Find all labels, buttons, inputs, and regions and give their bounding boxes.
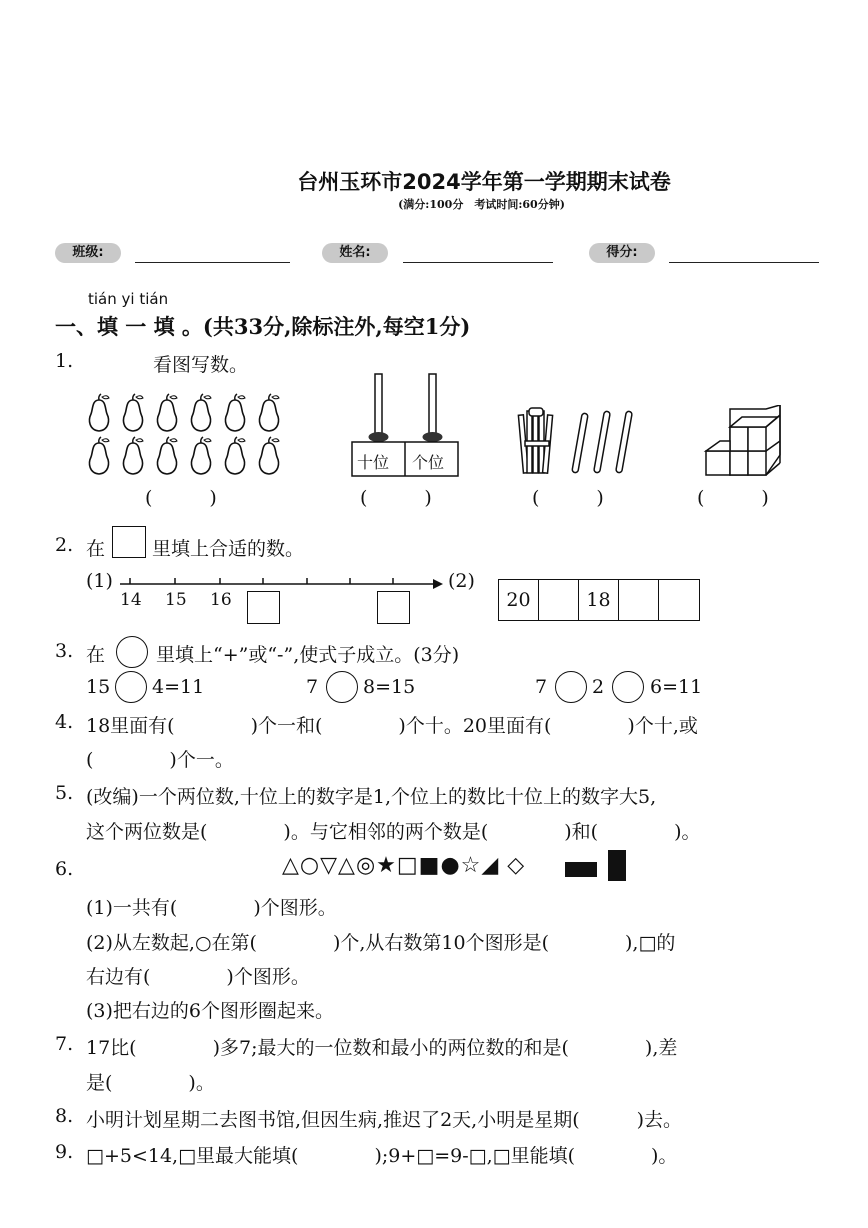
number-line-box-2[interactable] [377, 591, 410, 624]
q2-text-a: 在 [86, 538, 106, 560]
q6-sub1: (1)一共有( )个图形。 [86, 897, 337, 919]
q3-text-b: 里填上“+”或“-”,使式子成立。(3分) [156, 644, 460, 666]
q2-part1-label: (1) [86, 570, 113, 592]
cubes-icon [702, 405, 787, 480]
q3-eq3-circle-1[interactable] [555, 671, 587, 703]
sequence-cell[interactable] [539, 580, 579, 620]
q5-line1: (改编)一个两位数,十位上的数字是1,个位上的数比十位上的数字大5, [86, 786, 657, 808]
q3-eq3-c: 6=11 [650, 676, 703, 698]
q5-line2: 这个两位数是( )。与它相邻的两个数是( )和( )。 [86, 821, 701, 843]
q1-text: 看图写数。 [153, 354, 249, 376]
number-line-box-1[interactable] [247, 591, 280, 624]
q3-eq1-circle[interactable] [115, 671, 147, 703]
q6-number: 6. [55, 858, 74, 880]
q3-eq3-b: 2 [592, 676, 605, 698]
q2-part2-label: (2) [448, 570, 475, 592]
score-label: 得分: [589, 243, 655, 263]
tick-label-14: 14 [120, 590, 142, 610]
q3-number: 3. [55, 640, 74, 662]
q4-number: 4. [55, 711, 74, 733]
q1-answer-2[interactable]: ( ) [360, 487, 432, 509]
q8-number: 8. [55, 1105, 74, 1127]
q3-eq2-circle[interactable] [326, 671, 358, 703]
page-subtitle: (满分:100分 考试时间:60分钟) [398, 198, 565, 211]
q3-eq1-a: 15 [86, 676, 111, 698]
tick-label-15: 15 [165, 590, 187, 610]
q7-line2: 是( )。 [86, 1072, 215, 1094]
section-pinyin: tián yi tián [88, 290, 169, 308]
sequence-cell[interactable] [659, 580, 699, 620]
section-title: 一、填 一 填 。(共33分,除标注外,每空1分) [55, 314, 471, 339]
q2-example-box [112, 526, 146, 558]
q4-line2: ( )个一。 [86, 749, 234, 771]
q8-line1: 小明计划星期二去图书馆,但因生病,推迟了2天,小明是星期( )去。 [86, 1109, 683, 1131]
sequence-cell: 20 [499, 580, 539, 620]
q2-number: 2. [55, 534, 74, 556]
q9-line1: □+5<14,□里最大能填( );9+□=9-□,□里能填( )。 [86, 1145, 678, 1167]
q1-answer-1[interactable]: ( ) [145, 487, 217, 509]
q4-line1: 18里面有( )个一和( )个十。20里面有( )个十,或 [86, 715, 698, 737]
q3-eq3-a: 7 [535, 676, 548, 698]
q7-line1: 17比( )多7;最大的一位数和最小的两位数的和是( ),差 [86, 1037, 678, 1059]
q2-text-b: 里填上合适的数。 [152, 538, 305, 560]
sticks-icon [515, 405, 640, 480]
q1-number: 1. [55, 350, 74, 372]
q3-eq3-circle-2[interactable] [612, 671, 644, 703]
q1-answer-4[interactable]: ( ) [697, 487, 769, 509]
q7-number: 7. [55, 1033, 74, 1055]
score-field[interactable] [669, 261, 819, 263]
q3-example-circle [116, 636, 148, 668]
q3-eq1-b: 4=11 [152, 676, 205, 698]
q5-number: 5. [55, 782, 74, 804]
name-label: 姓名: [322, 243, 388, 263]
q1-answer-3[interactable]: ( ) [532, 487, 604, 509]
q3-eq2-b: 8=15 [363, 676, 416, 698]
q6-shapes: △○▽△◎★□■●☆◢ ◇ [282, 853, 526, 878]
name-field[interactable] [403, 261, 553, 263]
sequence-cells [498, 579, 700, 621]
class-field[interactable] [135, 261, 290, 263]
pears-icon [84, 392, 294, 482]
page-title: 台州玉环市2024学年第一学期期末试卷 [297, 170, 671, 194]
q3-eq2-a: 7 [306, 676, 319, 698]
q6-sub2-line1: (2)从左数起,○在第( )个,从右数第10个图形是( ),□的 [86, 932, 676, 954]
tick-label-16: 16 [210, 590, 232, 610]
q9-number: 9. [55, 1141, 74, 1163]
sequence-cell: 18 [579, 580, 619, 620]
class-label: 班级: [55, 243, 121, 263]
q3-text-a: 在 [86, 644, 106, 666]
q6-sub3: (3)把右边的6个图形圈起来。 [86, 1000, 335, 1022]
q6-sub2-line2: 右边有( )个图形。 [86, 966, 310, 988]
wide-rectangle-icon [565, 862, 597, 877]
sequence-cell[interactable] [619, 580, 659, 620]
abacus-ones-label: 个位 [412, 453, 445, 472]
tall-rectangle-icon [608, 850, 626, 881]
abacus-tens-label: 十位 [357, 453, 390, 472]
